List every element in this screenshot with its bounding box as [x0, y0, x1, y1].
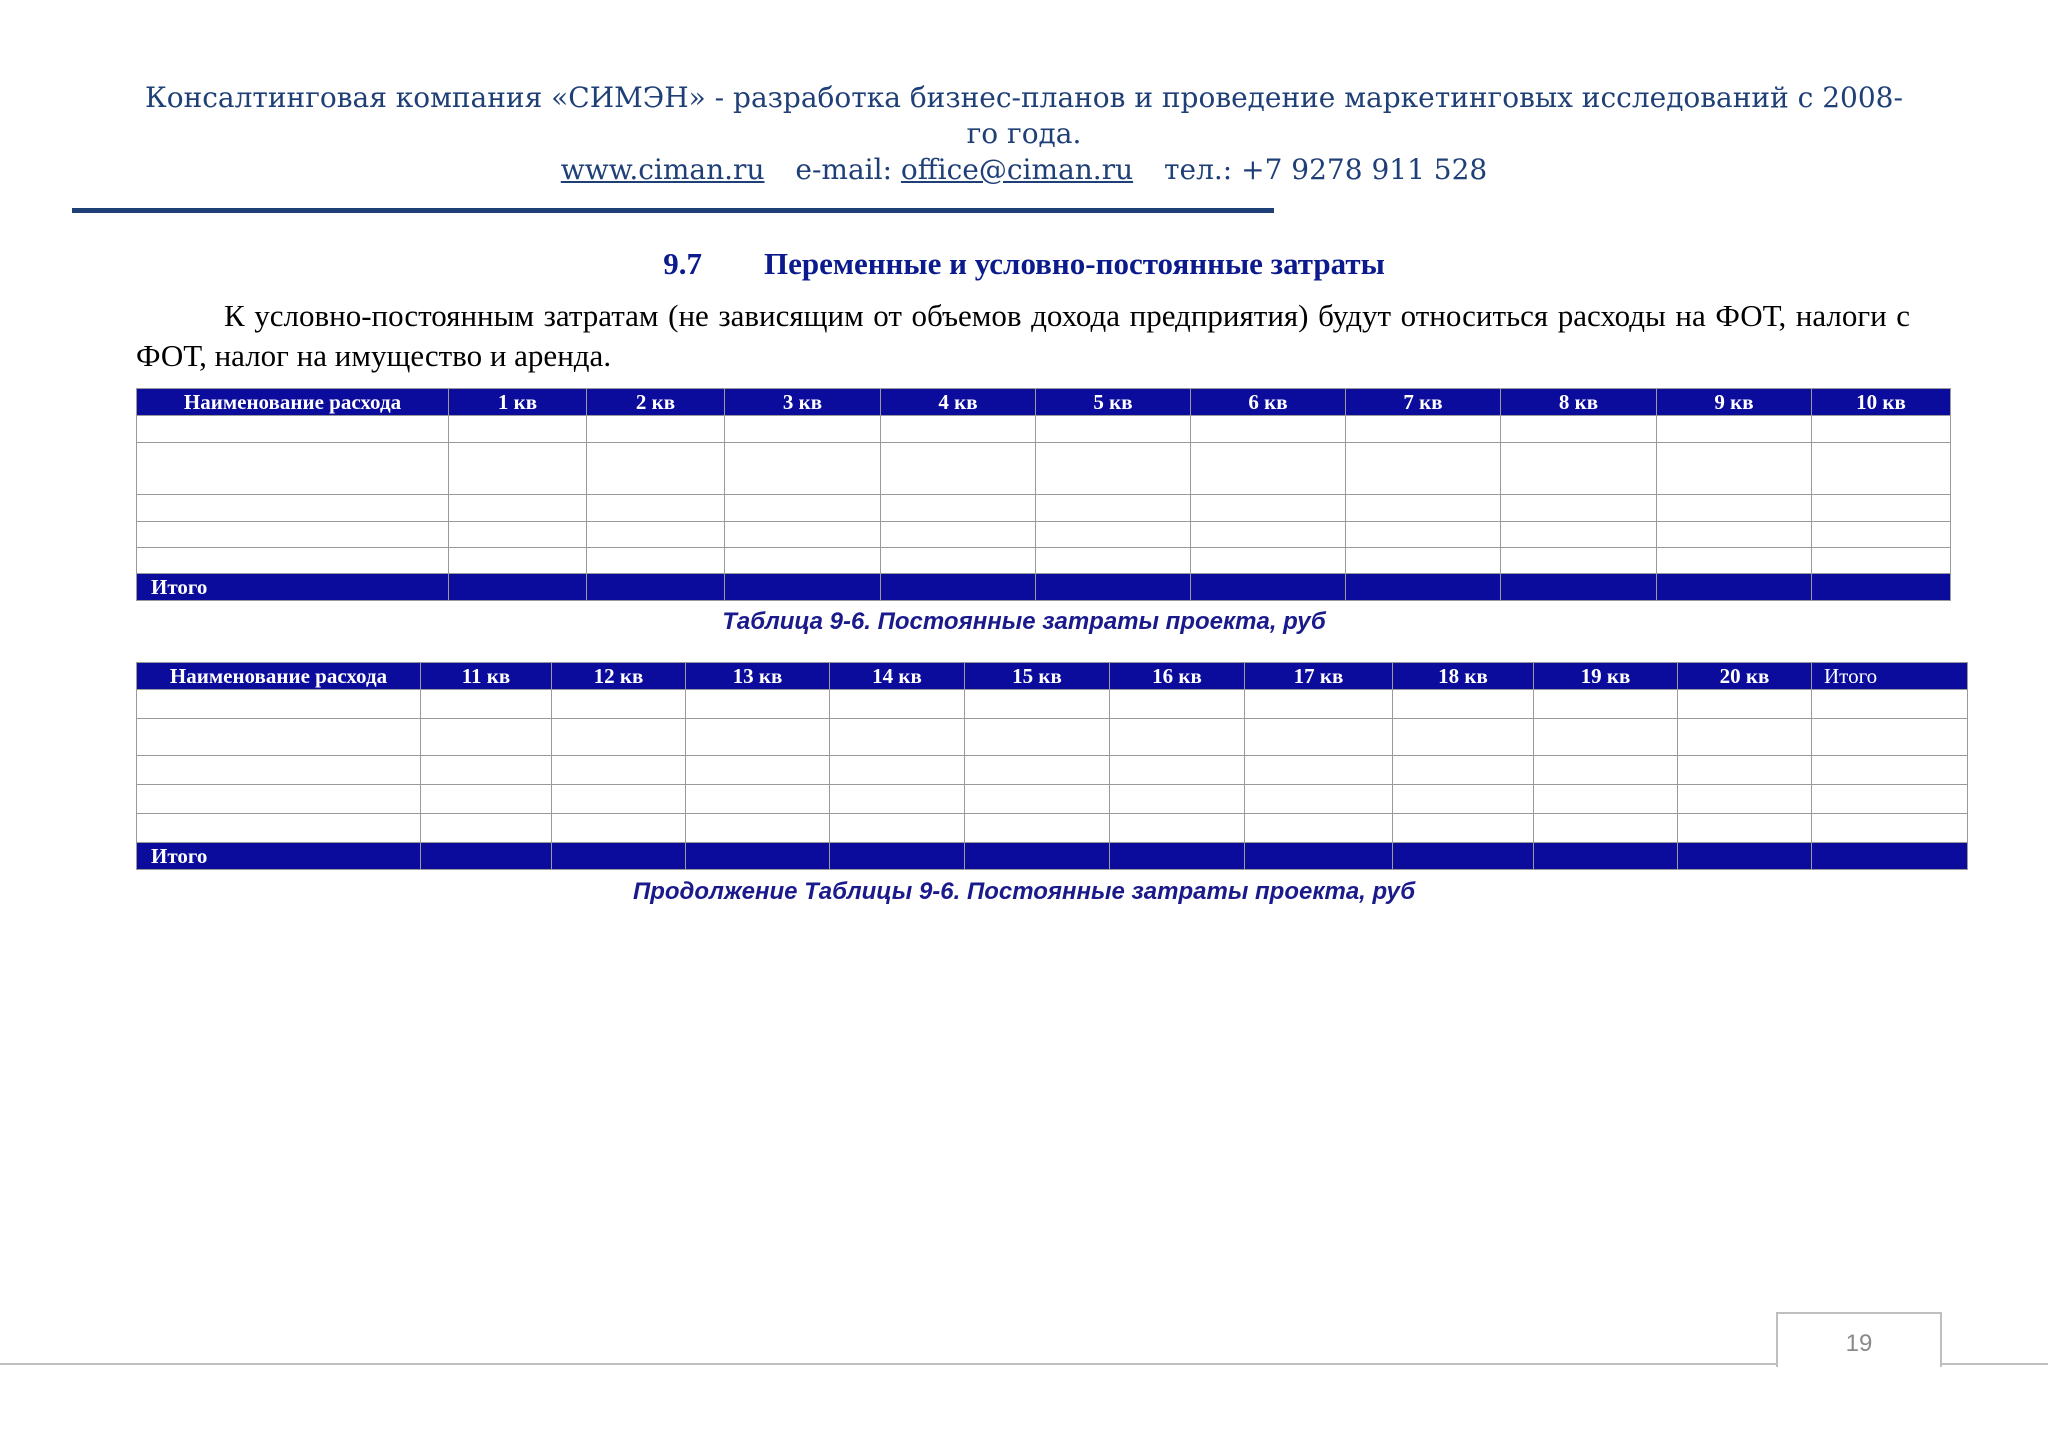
table-caption: Продолжение Таблицы 9-6. Постоянные затраты проекта, руб [632, 878, 1416, 905]
company-line-1: Консалтинговая компания «СИМЭН» - разработка бизнес-планов и проведение маркетинговых исследований с 2008- [145, 81, 1903, 114]
column-header: 3 кв [725, 389, 881, 416]
table-row [137, 690, 1968, 719]
page-number: 19 [1845, 1330, 1873, 1357]
column-header: 8 кв [1501, 389, 1657, 416]
company-line-2: го года. [966, 117, 1082, 150]
table-row [137, 756, 1968, 785]
page-number-tab [1776, 1312, 1942, 1367]
table-row [137, 495, 1951, 522]
table-row [137, 443, 1951, 495]
column-header: 15 кв [965, 663, 1110, 690]
email-link[interactable]: office@ciman.ru [900, 153, 1134, 186]
column-header: 1 кв [449, 389, 587, 416]
table-row [137, 416, 1951, 443]
total-label: Итого [137, 574, 449, 601]
table-header-row [137, 663, 1968, 690]
column-header: Наименование расхода [137, 663, 421, 690]
fixed-costs-table [136, 388, 1951, 601]
column-header: 17 кв [1245, 663, 1393, 690]
table-row [137, 522, 1951, 548]
table-row [137, 814, 1968, 843]
column-header: 11 кв [421, 663, 552, 690]
section-title: Переменные и условно-постоянные затраты [763, 246, 1385, 281]
column-header: 16 кв [1110, 663, 1245, 690]
intro-paragraph: К условно-постоянным затратам (не зависящим от объемов дохода предприятия) будут относиться расходы на ФОТ, налоги с ФОТ, налог на имущество и аренда. [136, 298, 1910, 373]
column-header: 19 кв [1534, 663, 1678, 690]
column-header: 14 кв [830, 663, 965, 690]
footer-divider [0, 1363, 2048, 1365]
page-header [72, 80, 1976, 188]
column-header: 7 кв [1346, 389, 1501, 416]
section-number: 9.7 [663, 246, 702, 281]
fixed-costs-table-continued [136, 662, 1968, 870]
table-header-row [137, 389, 1951, 416]
column-header: 4 кв [881, 389, 1036, 416]
phone-text: тел.: +7 9278 911 528 [1164, 153, 1488, 186]
total-label: Итого [137, 843, 421, 870]
column-header: 20 кв [1678, 663, 1812, 690]
section-heading [0, 244, 2048, 284]
table-row [137, 785, 1968, 814]
email-label: e-mail: [795, 153, 893, 186]
column-header: 5 кв [1036, 389, 1191, 416]
total-row [137, 574, 1951, 601]
column-header: 12 кв [552, 663, 686, 690]
table-row [137, 548, 1951, 574]
column-header: 2 кв [587, 389, 725, 416]
column-header: Итого [1812, 663, 1968, 690]
column-header: 13 кв [686, 663, 830, 690]
header-divider [72, 208, 1274, 213]
table-row [137, 719, 1968, 756]
column-header: 9 кв [1657, 389, 1812, 416]
column-header: 18 кв [1393, 663, 1534, 690]
column-header: 10 кв [1812, 389, 1951, 416]
total-row [137, 843, 1968, 870]
table-caption: Таблица 9-6. Постоянные затраты проекта, руб [722, 608, 1326, 635]
contacts-line [72, 152, 1976, 188]
website-link[interactable]: www.ciman.ru [560, 153, 765, 186]
column-header: 6 кв [1191, 389, 1346, 416]
column-header: Наименование расхода [137, 389, 449, 416]
